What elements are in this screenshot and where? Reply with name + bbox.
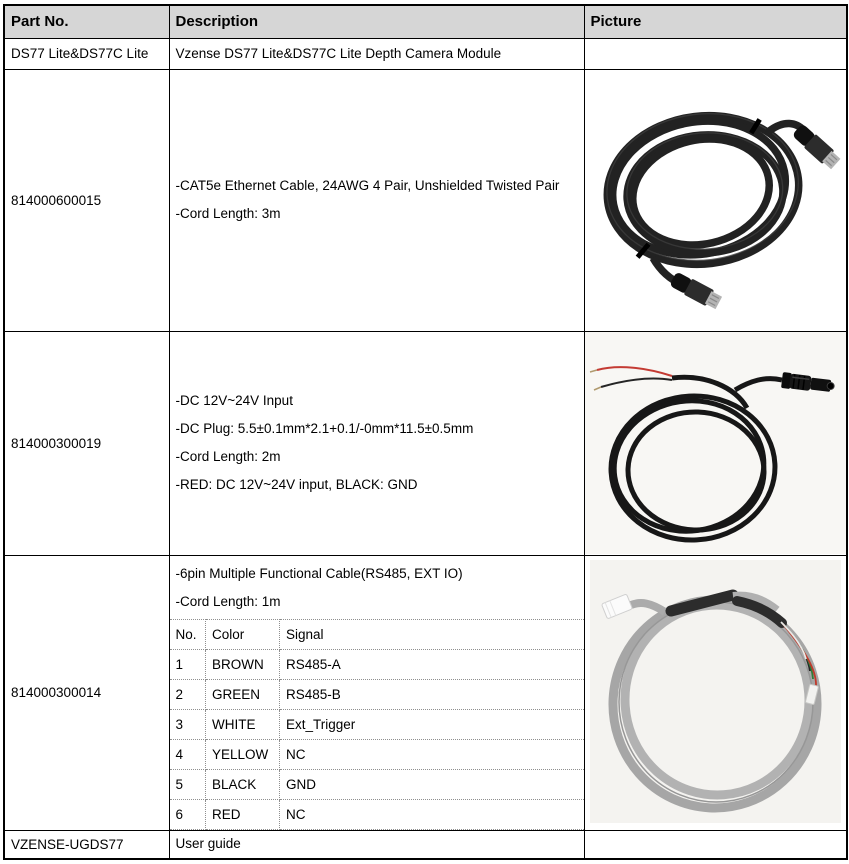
pin-row — [170, 679, 584, 709]
pin-color: BLACK — [206, 769, 280, 799]
pin-no: 2 — [170, 679, 206, 709]
description-line: User guide — [175, 836, 241, 852]
picture-cell — [584, 331, 847, 555]
pin-row — [170, 799, 584, 829]
description-cell — [169, 69, 584, 331]
description-cell — [169, 331, 584, 555]
description-cell — [169, 555, 584, 830]
part-no-cell: 814000300019 — [4, 331, 169, 555]
description-line: -Cord Length: 2m — [175, 449, 281, 464]
pin-color: BROWN — [206, 649, 280, 679]
pin-no: 3 — [170, 709, 206, 739]
description-line: -CAT5e Ethernet Cable, 24AWG 4 Pair, Unshielded Twisted Pair — [175, 178, 560, 193]
description-line: -RED: DC 12V~24V input, BLACK: GND — [175, 477, 418, 492]
picture-cell-empty — [584, 830, 847, 859]
part-no-cell: 814000600015 — [4, 69, 169, 331]
pin-signal: Ext_Trigger — [280, 709, 584, 739]
pin-signal: RS485-A — [280, 649, 584, 679]
pin-no: 6 — [170, 799, 206, 829]
dc-power-cable-photo — [585, 332, 846, 554]
table-row-ethernet-cable — [4, 69, 847, 331]
col-header-part-no: Part No. — [4, 5, 169, 38]
pin-color: YELLOW — [206, 739, 280, 769]
description-cell — [169, 38, 584, 69]
pin-signal: NC — [280, 799, 584, 829]
pin-no: 1 — [170, 649, 206, 679]
pin-col-color: Color — [206, 619, 280, 649]
parts-table — [3, 4, 848, 860]
pin-table — [170, 619, 584, 830]
description-line: -6pin Multiple Functional Cable(RS485, EXT IO) — [175, 565, 463, 581]
pin-signal: NC — [280, 739, 584, 769]
pin-row — [170, 739, 584, 769]
pin-row — [170, 769, 584, 799]
pin-color: RED — [206, 799, 280, 829]
col-header-description: Description — [169, 5, 584, 38]
pin-table-header-row — [170, 619, 584, 649]
part-no-cell: DS77 Lite&DS77C Lite — [4, 38, 169, 69]
description-cell — [169, 830, 584, 859]
table-row-user-guide — [4, 830, 847, 859]
table-row-dc-cable — [4, 331, 847, 555]
table-row-multi-function-cable — [4, 555, 847, 830]
picture-cell — [584, 555, 847, 830]
description-line: -Cord Length: 1m — [175, 593, 281, 609]
pin-signal: RS485-B — [280, 679, 584, 709]
pin-signal: GND — [280, 769, 584, 799]
col-header-picture: Picture — [584, 5, 847, 38]
pin-col-no: No. — [170, 619, 206, 649]
pin-col-signal: Signal — [280, 619, 584, 649]
description-text — [170, 556, 584, 610]
pin-color: WHITE — [206, 709, 280, 739]
pin-no: 5 — [170, 769, 206, 799]
description-line: -DC Plug: 5.5±0.1mm*2.1+0.1/-0mm*11.5±0.5mm — [175, 421, 474, 436]
description-line: Vzense DS77 Lite&DS77C Lite Depth Camera Module — [175, 45, 502, 61]
description-line: -Cord Length: 3m — [175, 206, 281, 221]
pin-row — [170, 649, 584, 679]
part-no-cell: 814000300014 — [4, 555, 169, 830]
table-header-row — [4, 5, 847, 38]
pin-row — [170, 709, 584, 739]
multi-function-cable-photo — [585, 556, 846, 828]
ethernet-cable-photo — [585, 70, 846, 330]
picture-cell-empty — [584, 38, 847, 69]
pin-color: GREEN — [206, 679, 280, 709]
pin-no: 4 — [170, 739, 206, 769]
description-line: -DC 12V~24V Input — [175, 393, 293, 408]
picture-cell — [584, 69, 847, 331]
part-no-cell: VZENSE-UGDS77 — [4, 830, 169, 859]
table-row-camera-module — [4, 38, 847, 69]
